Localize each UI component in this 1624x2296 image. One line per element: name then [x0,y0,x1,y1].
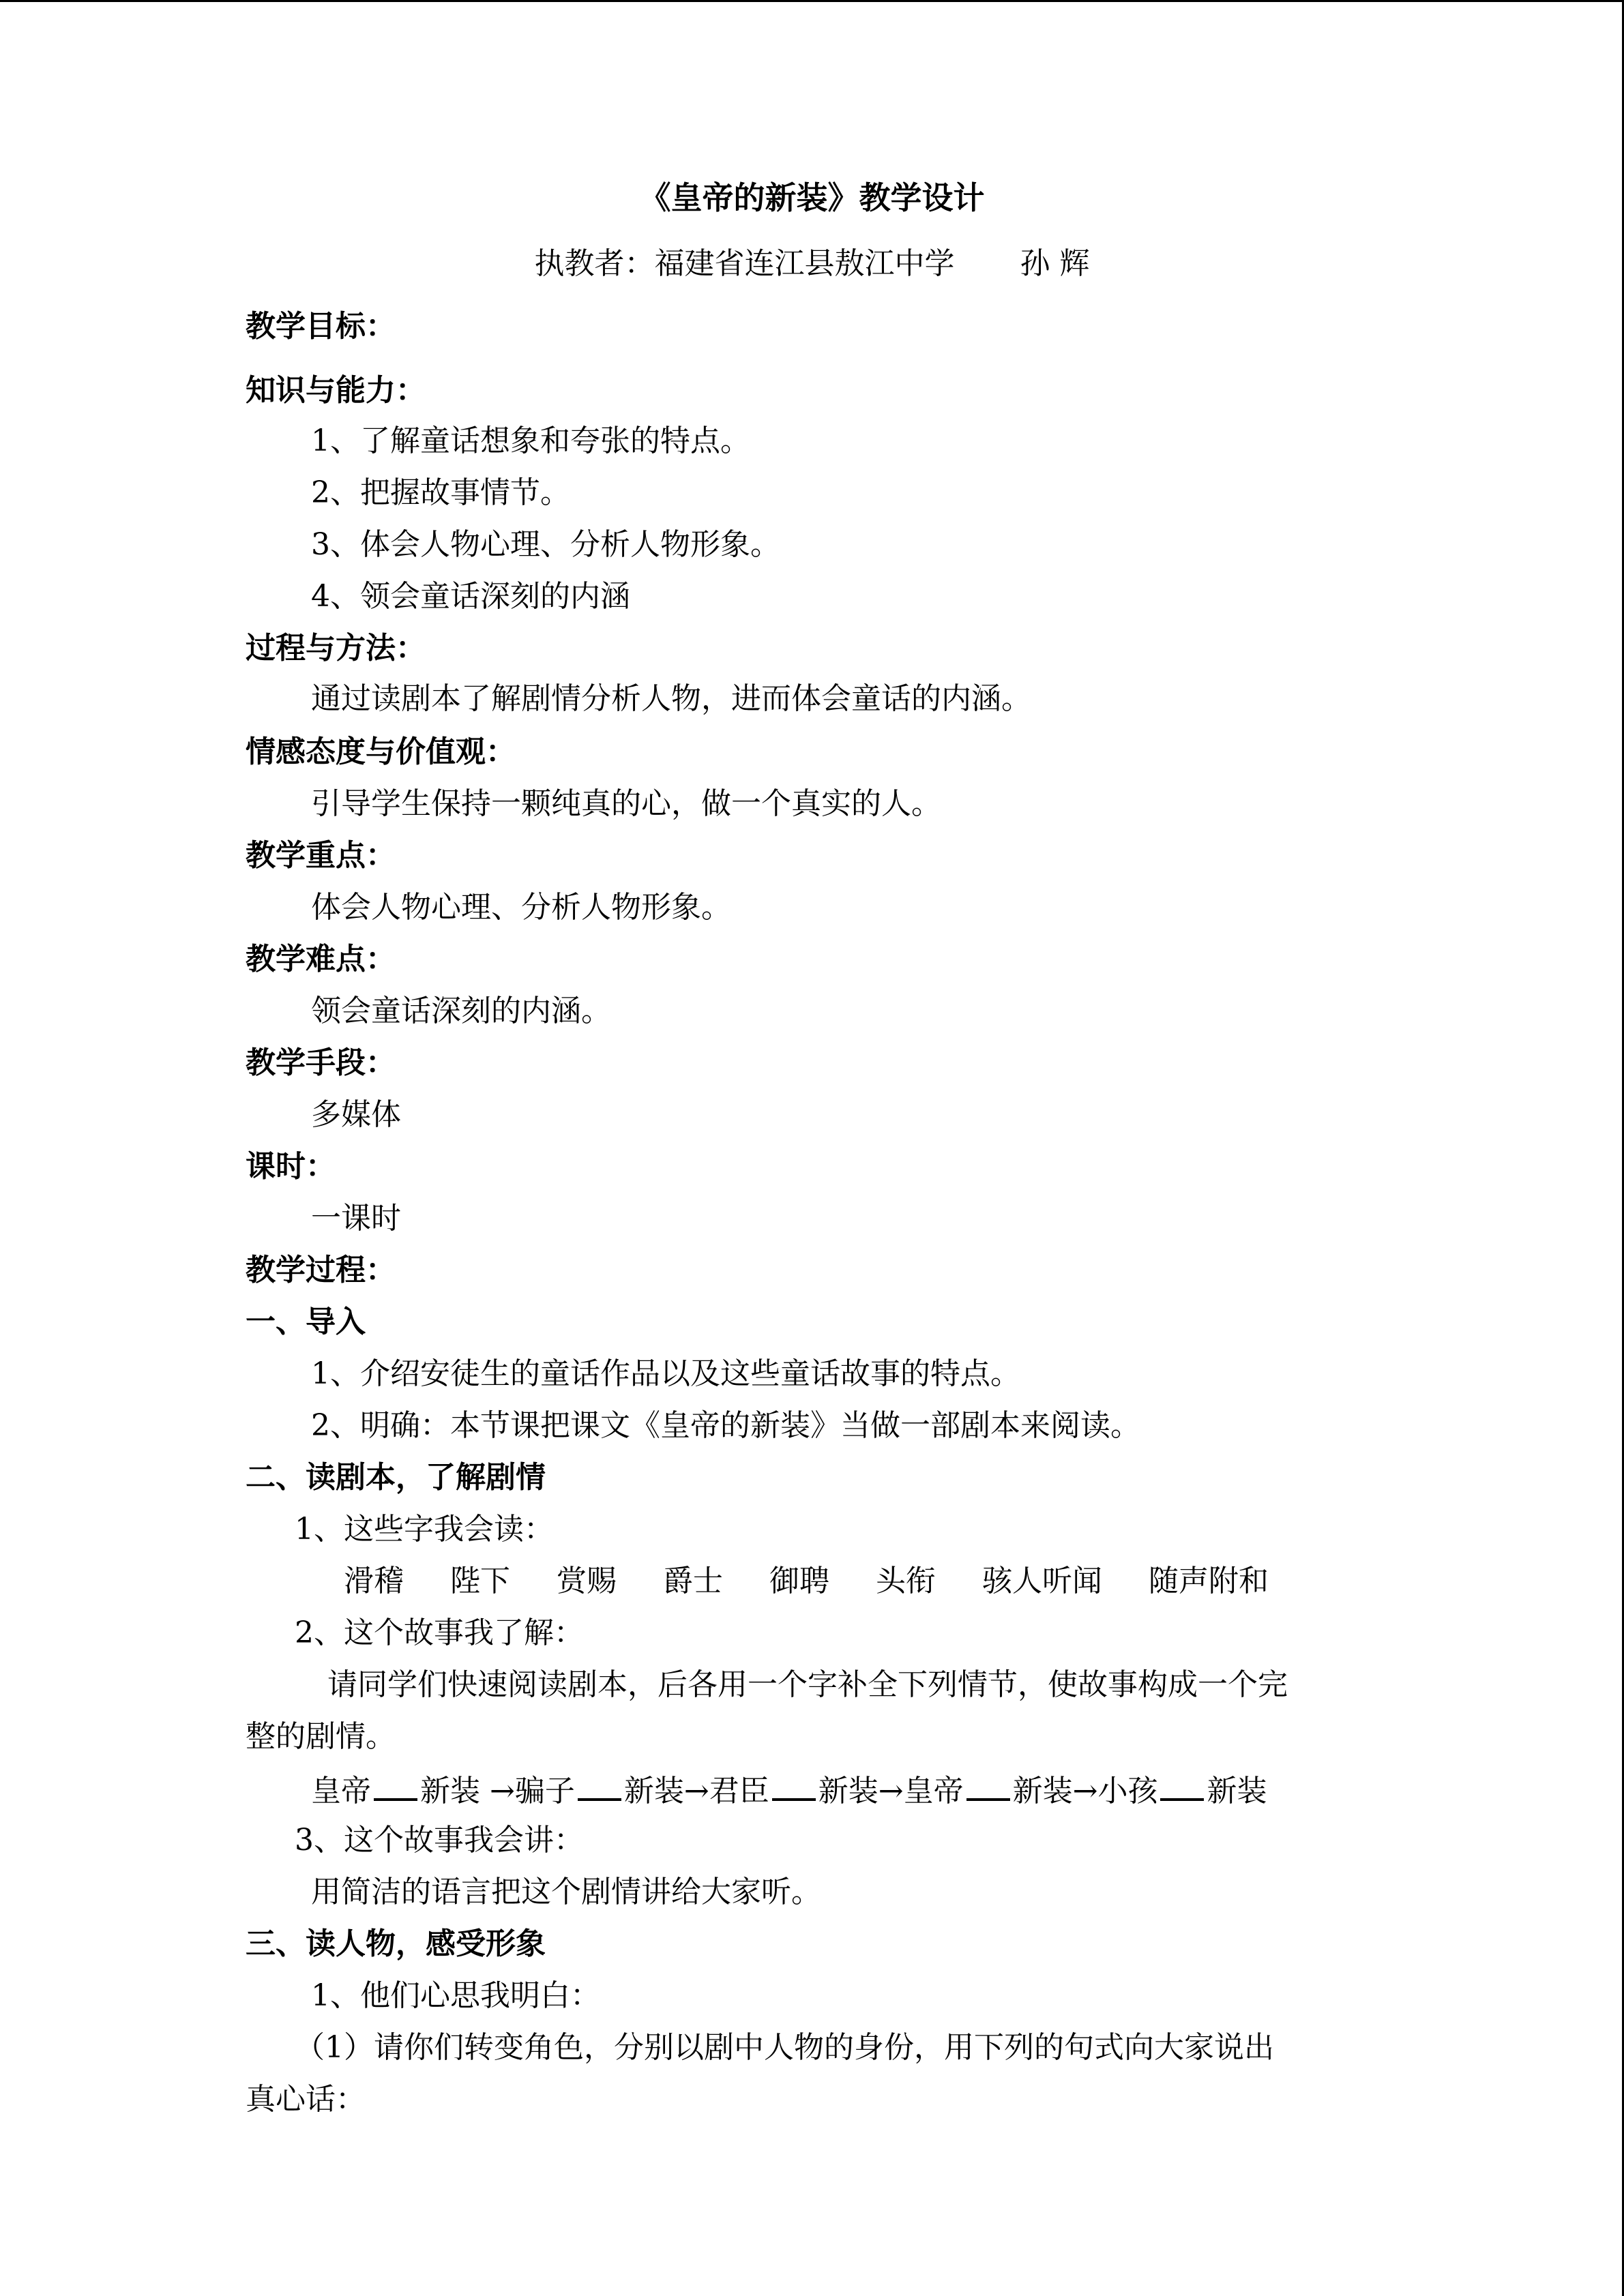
part2-sub1: 1、这些字我会读： [295,1512,554,1547]
author-line [0,246,1624,281]
key-point-heading: 教学重点： [246,838,396,873]
process-method-heading: 过程与方法： [246,631,426,666]
plot-chain [311,1774,1267,1806]
emotion-heading: 情感态度与价值观： [246,734,516,769]
knowledge-item: 2、把握故事情节。 [311,475,570,510]
objectives-heading: 教学目标： [246,309,396,344]
difficulty-heading: 教学难点： [246,942,396,976]
period-heading: 课时： [246,1149,336,1184]
difficulty-text: 领会童话深刻的内涵。 [311,994,611,1028]
vocabulary-terms [344,1566,1315,1596]
part3-question-line2: 真心话： [246,2082,366,2117]
plot-chain-text: 新装→皇帝 [818,1774,964,1808]
vocab-term: 赏赐 [557,1564,617,1598]
means-text: 多媒体 [311,1097,401,1132]
vocab-term: 头衔 [876,1564,936,1598]
means-heading: 教学手段： [246,1045,396,1080]
part3-heading: 三、读人物，感受形象 [246,1926,546,1961]
part2-sub2: 2、这个故事我了解： [295,1615,584,1650]
author-affiliation: 执教者：福建省连江县敖江中学 [534,246,955,281]
knowledge-item: 1、了解童话想象和夸张的特点。 [311,423,750,458]
part2-heading: 二、读剧本，了解剧情 [246,1460,546,1495]
part2-instruction-line2: 整的剧情。 [246,1719,396,1754]
process-method-text: 通过读剧本了解剧情分析人物，进而体会童话的内涵。 [311,681,1031,716]
part3-sub1: 1、他们心思我明白： [311,1978,600,2013]
plot-chain-text: 新装 →骗子 [420,1774,575,1808]
period-text: 一课时 [311,1201,401,1236]
vocab-term: 滑稽 [344,1564,404,1598]
part1-heading: 一、导入 [246,1304,366,1339]
plot-chain-text: 皇帝 [311,1774,371,1808]
knowledge-item: 4、领会童话深刻的内涵 [311,579,630,614]
page-title: 《皇帝的新装》教学设计 [639,179,985,216]
vocab-term: 随声附和 [1149,1564,1269,1598]
fill-blank[interactable] [374,1774,417,1801]
author-name: 孙 辉 [1020,246,1090,281]
vocab-term: 爵士 [663,1564,723,1598]
part2-instruction-line1: 请同学们快速阅读剧本，后各用一个字补全下列情节，使故事构成一个完 [327,1667,1288,1702]
part3-question-line1: （1）请你们转变角色，分别以剧中人物的身份，用下列的句式向大家说出 [295,2030,1274,2065]
part2-sub3: 3、这个故事我会讲： [295,1823,584,1858]
fill-blank[interactable] [578,1774,621,1801]
fill-blank[interactable] [966,1774,1010,1801]
fill-blank[interactable] [1160,1774,1204,1801]
fill-blank[interactable] [772,1774,816,1801]
vocab-term: 御聘 [769,1564,829,1598]
emotion-text: 引导学生保持一颗纯真的心，做一个真实的人。 [311,786,941,821]
key-point-text: 体会人物心理、分析人物形象。 [311,890,731,925]
part2-sub3-text: 用简洁的语言把这个剧情讲给大家听。 [311,1875,821,1909]
knowledge-heading: 知识与能力： [246,373,426,408]
vocab-term: 骇人听闻 [982,1564,1102,1598]
plot-chain-text: 新装→君臣 [623,1774,769,1808]
knowledge-item: 3、体会人物心理、分析人物形象。 [311,527,780,562]
plot-chain-text: 新装→小孩 [1012,1774,1158,1808]
part1-item: 2、明确：本节课把课文《皇帝的新装》当做一部剧本来阅读。 [311,1408,1140,1443]
procedure-heading: 教学过程： [246,1253,396,1287]
part1-item: 1、介绍安徒生的童话作品以及这些童话故事的特点。 [311,1356,1020,1391]
plot-chain-text: 新装 [1207,1774,1267,1808]
vocab-term: 陛下 [450,1564,510,1598]
